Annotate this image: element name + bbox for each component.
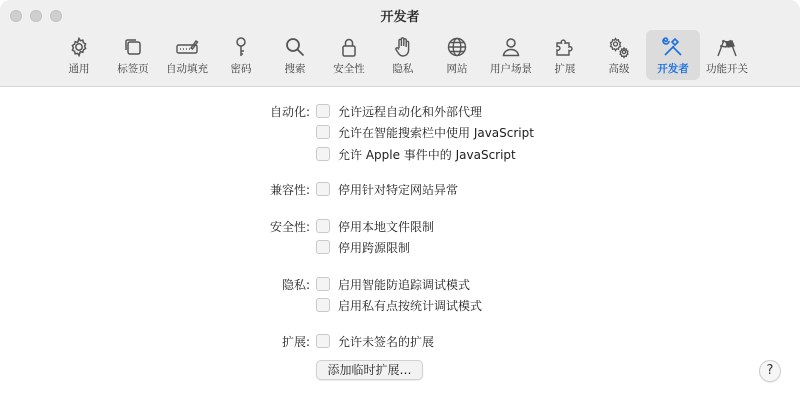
checkbox-js-smart-search[interactable]	[316, 125, 330, 139]
tab-label: 开发者	[657, 63, 689, 75]
tab-label: 搜索	[284, 63, 306, 75]
option-label[interactable]: 允许在智能搜索栏中使用 JavaScript	[338, 126, 534, 140]
checkbox-pcm-debug[interactable]	[316, 298, 330, 312]
tab-label: 标签页	[117, 63, 149, 75]
tabs-icon	[120, 35, 146, 59]
automation-row-2	[0, 122, 800, 142]
section-label-automation: 自动化:	[269, 105, 310, 119]
tab-advanced[interactable]	[592, 30, 646, 80]
checkbox-itp-debug[interactable]	[316, 277, 330, 291]
tab-label: 网站	[446, 63, 468, 75]
security-row-1	[0, 216, 800, 236]
add-temporary-extension-button[interactable]: 添加临时扩展…	[316, 360, 423, 380]
pen-field-icon	[174, 35, 200, 59]
option-label[interactable]: 停用跨源限制	[338, 241, 411, 255]
lock-icon	[336, 35, 362, 59]
tab-passwords[interactable]	[214, 30, 268, 80]
checkbox-site-quirks[interactable]	[316, 182, 330, 196]
section-label-extensions: 扩展:	[281, 335, 310, 349]
option-label[interactable]: 允许远程自动化和外部代理	[338, 105, 483, 119]
section-label-security: 安全性:	[269, 220, 310, 234]
globe-icon	[444, 35, 470, 59]
tab-tabs[interactable]	[106, 30, 160, 80]
gears-icon	[606, 35, 632, 59]
tab-developer[interactable]	[646, 30, 700, 80]
tab-label: 高级	[608, 63, 630, 75]
tab-label: 隐私	[392, 63, 414, 75]
key-icon	[228, 35, 254, 59]
checkbox-remote-automation[interactable]	[316, 104, 330, 118]
checkbox-js-apple-events[interactable]	[316, 147, 330, 161]
option-label[interactable]: 允许未签名的扩展	[338, 335, 435, 349]
checkbox-unsigned-extensions[interactable]	[316, 334, 330, 348]
automation-row-1	[0, 101, 800, 121]
tab-profiles[interactable]	[484, 30, 538, 80]
hand-icon	[390, 35, 416, 59]
tab-feature-flags[interactable]	[700, 30, 754, 80]
gear-icon	[66, 35, 92, 59]
option-label[interactable]: 停用针对特定网站异常	[338, 183, 459, 197]
option-label[interactable]: 允许 Apple 事件中的 JavaScript	[338, 148, 516, 162]
tab-security[interactable]	[322, 30, 376, 80]
section-label-privacy: 隐私:	[281, 278, 310, 292]
flags-icon	[714, 35, 740, 59]
help-button[interactable]: ?	[759, 360, 781, 382]
tab-search[interactable]	[268, 30, 322, 80]
extensions-row	[0, 331, 800, 351]
tab-extensions[interactable]	[538, 30, 592, 80]
puzzle-icon	[552, 35, 578, 59]
checkbox-local-file-restrictions[interactable]	[316, 219, 330, 233]
developer-settings	[0, 87, 800, 400]
compatibility-row	[0, 179, 800, 199]
option-label[interactable]: 启用智能防追踪调试模式	[338, 278, 471, 292]
tab-autofill[interactable]	[160, 30, 214, 80]
tab-label: 扩展	[554, 63, 576, 75]
option-label[interactable]: 启用私有点按统计调试模式	[338, 299, 483, 313]
section-label-compatibility: 兼容性:	[269, 183, 310, 197]
option-label[interactable]: 停用本地文件限制	[338, 220, 435, 234]
tab-label: 用户场景	[490, 63, 532, 75]
security-row-2	[0, 237, 800, 257]
hammer-wrench-icon	[660, 35, 686, 59]
automation-row-3	[0, 144, 800, 164]
titlebar	[0, 0, 800, 87]
search-icon	[282, 35, 308, 59]
preferences-toolbar	[52, 30, 754, 80]
person-icon	[498, 35, 524, 59]
tab-general[interactable]	[52, 30, 106, 80]
privacy-row-2	[0, 295, 800, 315]
tab-label: 自动填充	[166, 63, 208, 75]
checkbox-cross-origin-restrictions[interactable]	[316, 240, 330, 254]
tab-label: 安全性	[333, 63, 365, 75]
tab-label: 功能开关	[706, 63, 748, 75]
tab-privacy[interactable]	[376, 30, 430, 80]
privacy-row-1	[0, 274, 800, 294]
tab-websites[interactable]	[430, 30, 484, 80]
window-title: 开发者	[380, 10, 420, 25]
tab-label: 密码	[230, 63, 252, 75]
tab-label: 通用	[68, 63, 90, 75]
